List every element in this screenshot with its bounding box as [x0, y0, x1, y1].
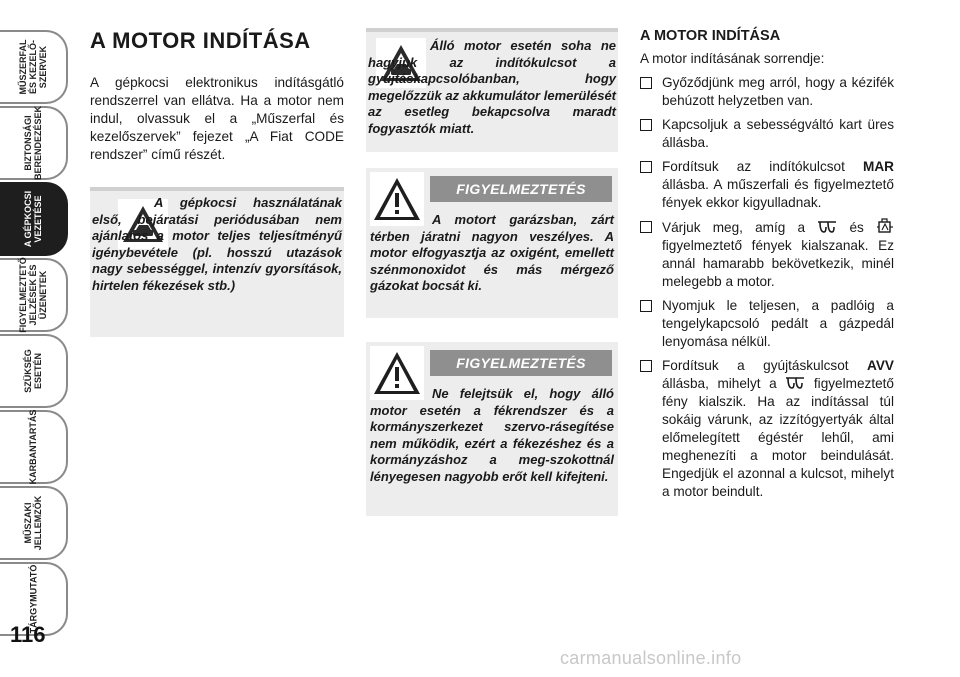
tab-label: SZÜKSÉG ESETÉN — [23, 349, 43, 393]
page-title: A MOTOR INDÍTÁSA — [90, 28, 311, 53]
tab-label: FIGYELMEZTETŐ JELZÉSEK ÉS ÜZENETEK — [18, 257, 48, 333]
tab-label: MŰSZAKI JELLEMZŐK — [23, 495, 43, 551]
checkbox-bullet-icon — [640, 77, 652, 89]
step-item: Fordítsuk az indítókulcsot MAR állásba. A műszerfali és figyelmeztető fények ekkor kigyulladnak. — [640, 158, 894, 212]
watermark: carmanualsonline.info — [560, 648, 742, 668]
start-procedure-column — [640, 28, 894, 507]
warning-text: A motort garázsban, zárt térben járatni nagyon veszélyes. A motor elfogyasztja az oxigént, emellett szénmonoxidot és más mérgező gázokat bocsát ki. — [370, 212, 614, 293]
checkbox-bullet-icon — [640, 360, 652, 372]
ignition-key-note — [366, 28, 618, 152]
tab-gepkocsi-vezetese[interactable] — [0, 182, 68, 256]
checkbox-bullet-icon — [640, 161, 652, 173]
note-top-bar — [90, 187, 344, 191]
tab-label: KARBANTARTÁS — [28, 409, 38, 485]
step-item: Nyomjuk le teljesen, a padlóig a tengelykapcsoló pedált a gázpedál lenyomása nélkül. — [640, 297, 894, 351]
step-item: Várjuk meg, amíg a és figyelmeztető fények kialszanak. Ez annál hamarabb bekövetkezik, minél melegebb a motor. — [640, 218, 894, 291]
intro-column — [90, 28, 344, 164]
tab-label: A GÉPKOCSI VEZETÉSE — [23, 190, 43, 248]
tab-muszerfal[interactable] — [0, 30, 68, 104]
glow-plug-icon — [785, 376, 805, 390]
edc-fault-icon — [876, 218, 894, 234]
glow-plug-icon — [817, 220, 837, 234]
tab-muszaki[interactable] — [0, 486, 68, 560]
checkbox-bullet-icon — [640, 119, 652, 131]
tab-biztonsagi[interactable] — [0, 106, 68, 180]
step-item: Fordítsuk a gyújtáskulcsot AVV állásba, mihelyt a figyelmeztető fény kialszik. Ha az indítással túl sokáig várunk, az izzítógyertyák által előmelegített égéstér lehűl, ami meghenezíti a motor beindulását. Engedjük el azonnal a kulcsot, mihelyt a motor beindult. — [640, 357, 894, 501]
checkbox-bullet-icon — [640, 221, 652, 233]
procedure-intro: A motor indításának sorrendje: — [640, 51, 825, 66]
checkbox-bullet-icon — [640, 300, 652, 312]
step-item: Győződjünk meg arról, hogy a kézifék behúzott helyzetben van. — [640, 74, 894, 110]
step-item: Kapcsoljuk a sebességváltó kart üres állásba. — [640, 116, 894, 152]
warning-text: Ne felejtsük el, hogy álló motor esetén a fékrendszer és a kormányszerkezet szervo-rásegítése nem működik, ezért a fékezéshez és a kormányzáshoz a meg-szokottnál lényegesen nagyobb erőt kell kifejteni. — [370, 386, 614, 484]
section-title: A MOTOR INDÍTÁSA — [640, 28, 781, 44]
tab-label: MŰSZERFAL ÉS KEZELŐ- SZERVEK — [18, 39, 48, 95]
note-text: A gépkocsi használatának első, bejáratási periódusában nem ajánlatos a motor teljes teljesítményű igénybevétele (pl. hosszú utazások nagy sebességgel, intenzív gyorsítások, hirtelen fékezések stb.) — [92, 195, 342, 293]
note-top-bar — [366, 28, 618, 32]
running-in-note — [90, 187, 344, 337]
garage-warning — [366, 168, 618, 318]
servo-warning — [366, 342, 618, 516]
intro-paragraph: A gépkocsi elektronikus indításgátló rendszerrel van ellátva. Ha a motor nem indul, olvassuk el a „Műszerfal és kezelőszervek” fejezet „A Fiat CODE rendszer” című részét. — [90, 75, 344, 162]
note-text: Álló motor esetén soha ne hagyjuk az indítókulcsot a gyújtáskapcsolóbanban, hogy megelőzzük az akkumulátor lemerülését az esetleg bekapcsolva maradt fogyasztók miatt. — [368, 38, 616, 136]
warning-banner: FIGYELMEZTETÉS — [430, 176, 612, 202]
key-position-mar: MAR — [863, 159, 894, 174]
tab-karbantartas[interactable] — [0, 410, 68, 484]
tab-label: BIZTONSÁGI BERENDEZÉSEK — [23, 105, 43, 180]
tab-szukseg[interactable] — [0, 334, 68, 408]
tab-figyelmezteto[interactable] — [0, 258, 68, 332]
page-number: 116 — [10, 622, 46, 647]
key-position-avv: AVV — [867, 358, 894, 373]
warning-banner: FIGYELMEZTETÉS — [430, 350, 612, 376]
tab-label: TÁRGYMUTATÓ — [28, 564, 38, 634]
